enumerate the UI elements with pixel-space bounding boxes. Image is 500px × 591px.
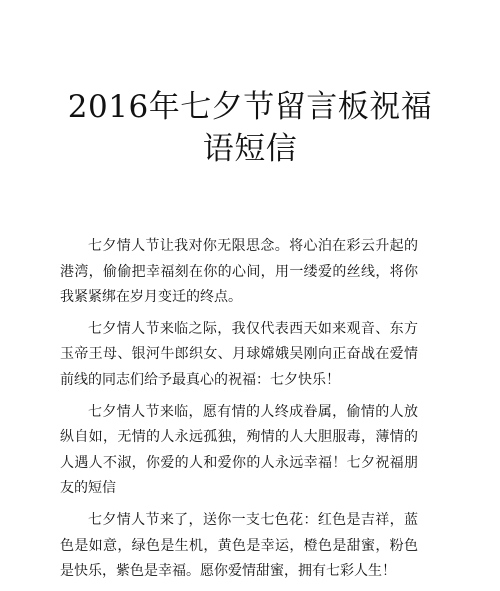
document-title: 2016年七夕节留言板祝福语短信: [67, 89, 433, 167]
paragraph-1: 七夕情人节让我对你无限思念。将心泊在彩云升起的港湾，偷偷把幸福刻在你的心间，用一缕爱的丝线，将你我紧紧绑在岁月变迁的终点。: [60, 238, 418, 306]
paragraph-4: 七夕情人节来了，送你一支七色花：红色是吉祥，蓝色是如意，绿色是生机，黄色是幸运，橙色是甜蜜，粉色是快乐，紫色是幸福。愿你爱情甜蜜，拥有七彩人生！: [60, 511, 418, 580]
document-body: [60, 234, 418, 591]
paragraph-2: 七夕情人节来临之际，我仅代表西天如来观音、东方玉帝王母、银河牛郎织女、月球嫦娥吴刚向正奋战在爱情前线的同志们给予最真心的祝福：七夕快乐！: [60, 320, 418, 388]
paragraph-3: 七夕情人节来临，愿有情的人终成眷属，偷情的人放纵自如，无情的人永远孤独，殉情的人大胆服毒，薄情的人遇人不淑，你爱的人和爱你的人永远幸福！七夕祝福朋友的短信: [60, 403, 418, 497]
